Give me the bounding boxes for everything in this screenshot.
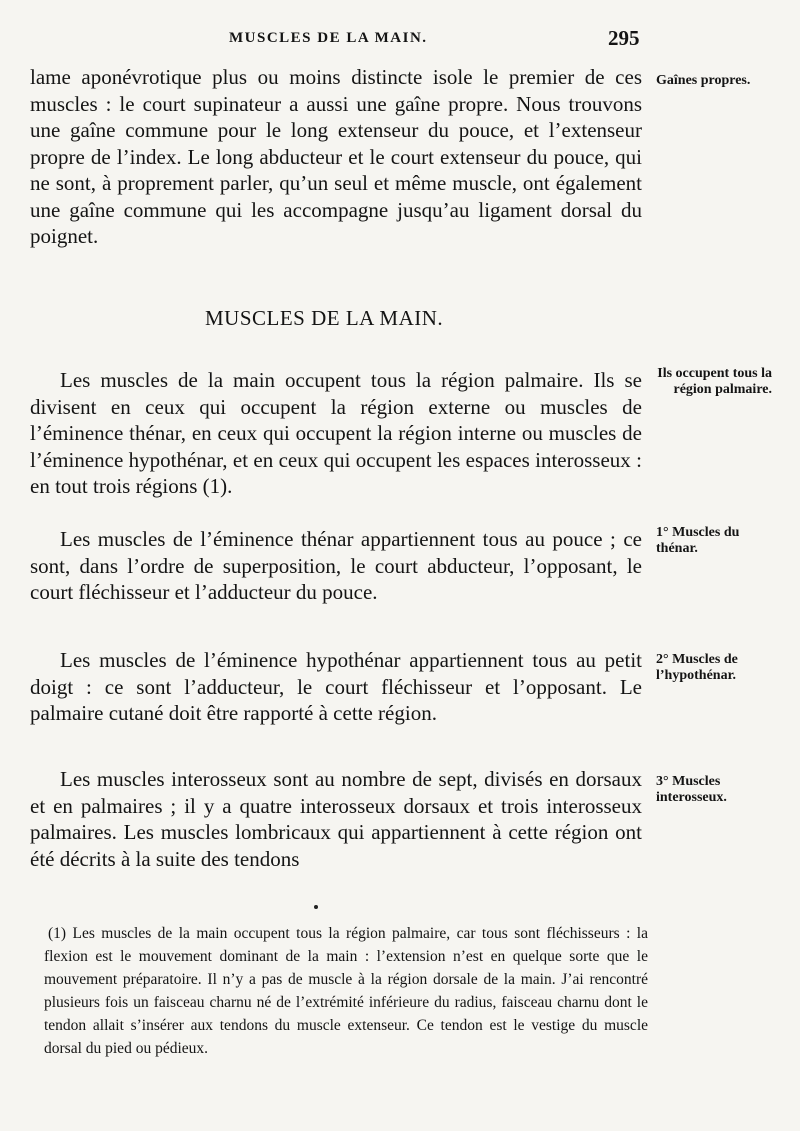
margin-note-interosseux: 3° Muscles interosseux.: [656, 774, 727, 805]
paragraph-regions: Les muscles de la main occupent tous la région palmaire. Ils se divisent en ceux qui occupent la région externe ou muscles de l’éminence thénar, en ceux qui occupent la région interne ou muscles de l’éminence hypothénar, et en ceux qui occupent les espaces interosseux : en tout trois régions (1).: [30, 368, 642, 498]
margin-note-gaines: Gaînes propres.: [656, 73, 751, 88]
margin-note-region-palmaire: Ils occupent tous la région palmaire.: [657, 366, 772, 397]
footnote-text: (1) Les muscles de la main occupent tous la région palmaire, car tous sont fléchisseurs : la flexion est le mouvement dominant de la main : l’extension n’est en quelque sorte que le mouvement préparatoire. Il n’y a pas de muscle à la région dorsale de la main. J’ai rencontré plusieurs fois un faisceau charnu né de l’extrémité inférieure du radius, faisceau charnu dont le tendon allait s’insérer aux tendons du muscle extenseur. Ce tendon est le vestige du muscle dorsal du pied ou pédieux.: [44, 925, 648, 1057]
paragraph-4-block: [30, 766, 642, 872]
page-number: 295: [608, 26, 640, 50]
paragraph-3-block: [30, 647, 642, 727]
intro-paragraph-block: [30, 64, 642, 250]
margin-note-thenar: 1° Muscles du thénar.: [656, 525, 740, 556]
margin-note-hypothenar: 2° Muscles de l’hypothénar.: [656, 652, 738, 683]
section-heading: MUSCLES DE LA MAIN.: [205, 306, 444, 330]
paragraph-hypothenar: Les muscles de l’éminence hypothénar appartiennent tous au petit doigt : ce sont l’adducteur, le court fléchisseur et l’opposant. Le palmaire cutané doit être rapporté à cette région.: [30, 648, 642, 725]
paragraph-thenar: Les muscles de l’éminence thénar appartiennent tous au pouce ; ce sont, dans l’ordre de superposition, le court abducteur, l’opposant, le court fléchisseur et l’adducteur du pouce.: [30, 527, 642, 604]
intro-paragraph: lame aponévrotique plus ou moins distincte isole le premier de ces muscles : le court supinateur a aussi une gaîne propre. Nous trouvons une gaîne commune pour le long extenseur du pouce, et l’extenseur propre de l’index. Le long abducteur et le court extenseur du pouce, qui ne sont, à proprement parler, qu’un seul et même muscle, ont également une gaîne commune qui les accompagne jusqu’au ligament dorsal du poignet.: [30, 65, 642, 248]
running-head: MUSCLES DE LA MAIN.: [229, 30, 428, 46]
footnote-separator: [314, 905, 318, 909]
paragraph-interosseux: Les muscles interosseux sont au nombre de sept, divisés en dorsaux et en palmaires ; il y a quatre interosseux dorsaux et trois interosseux palmaires. Les muscles lombricaux qui appartiennent à cette région ont été décrits à la suite des tendons: [30, 767, 642, 871]
paragraph-2-block: [30, 526, 642, 606]
paragraph-1-block: [30, 367, 642, 500]
footnote-block: [44, 922, 648, 1060]
